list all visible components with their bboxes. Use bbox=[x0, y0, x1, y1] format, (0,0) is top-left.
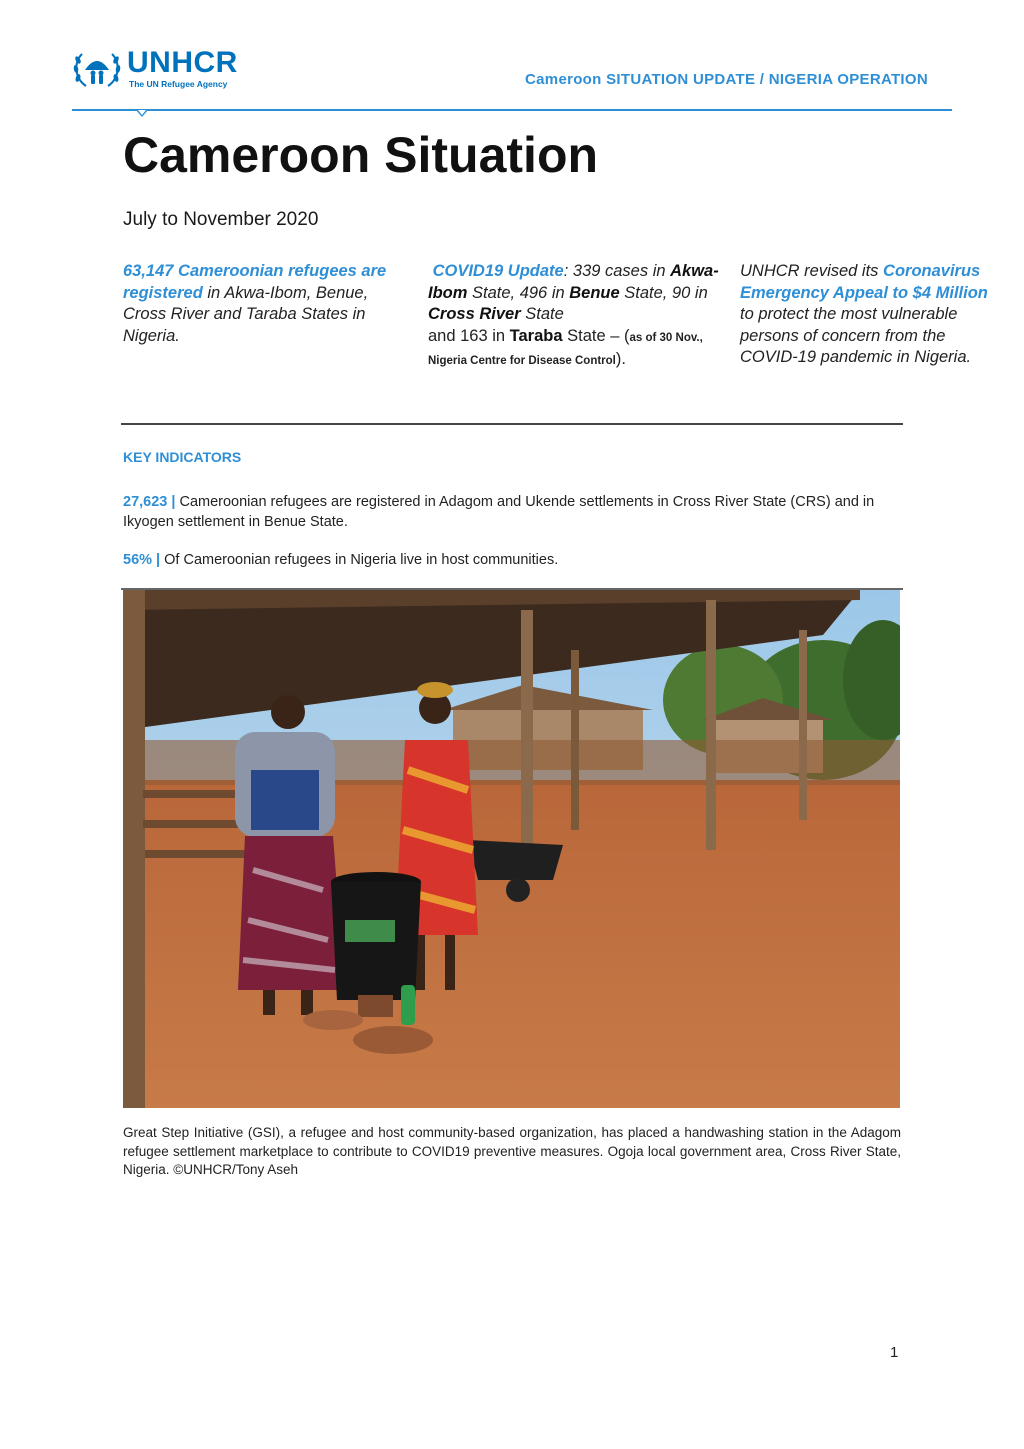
appeal-link[interactable]: Coronavirus Emergency Appeal to $4 Million bbox=[740, 262, 988, 302]
logo-tagline: The UN Refugee Agency bbox=[129, 79, 228, 89]
highlight-refugees: 63,147 Cameroonian refugees are registered in Akwa-Ibom, Benue, Cross River and Taraba States in Nigeria. bbox=[123, 262, 387, 345]
indicator-value: 27,623 | bbox=[123, 494, 176, 510]
highlight-covid: COVID19 Update: 339 cases in Akwa-Ibom State, 496 in Benue State, 90 in Cross River State and 163 in Taraba State – (as of 30 Nov., Nigeria Centre for Disease Control). bbox=[428, 262, 719, 368]
highlight-appeal: UNHCR revised its Coronavirus Emergency Appeal to $4 Million to protect the most vulnerable persons of concern from the COVID-19 pandemic in Nigeria. bbox=[740, 262, 988, 366]
header-rule bbox=[72, 109, 952, 111]
indicator-host-communities: 56% | Of Cameroonian refugees in Nigeria live in host communities. bbox=[123, 552, 559, 568]
highlight-refugees-lead: 63,147 Cameroonian refugees are registered bbox=[123, 262, 387, 302]
indicator-value: 56% | bbox=[123, 552, 161, 568]
page-title: Cameroon Situation bbox=[123, 127, 599, 183]
indicator-registered: 27,623 | Cameroonian refugees are registered in Adagom and Ukende settlements in Cross River State (CRS) and in Ikyogen settlement in Benue State. bbox=[123, 494, 875, 530]
photo-handwashing-station bbox=[123, 590, 900, 1108]
key-indicators-heading: KEY INDICATORS bbox=[123, 449, 242, 465]
report-period: July to November 2020 bbox=[123, 209, 319, 230]
covid-update-link[interactable]: COVID19 Update bbox=[432, 262, 564, 280]
report-label: Cameroon SITUATION UPDATE / NIGERIA OPERATION bbox=[525, 71, 928, 88]
logo-wordmark: UNHCR bbox=[127, 46, 238, 79]
laurel-emblem-icon bbox=[72, 48, 122, 90]
section-divider bbox=[121, 423, 903, 425]
photo-caption: Great Step Initiative (GSI), a refugee and host community-based organization, has placed a handwashing station in the Adagom refugee settlement marketplace to contribute to COVID19 preventive measures. Ogoja local government area, Cross River State, Nigeria. ©UNHCR/Tony Aseh bbox=[123, 1125, 901, 1177]
page-number: 1 bbox=[890, 1344, 899, 1361]
covid-source: as of 30 Nov., Nigeria Centre for Disease Control bbox=[428, 331, 703, 367]
unhcr-logo bbox=[72, 46, 262, 96]
